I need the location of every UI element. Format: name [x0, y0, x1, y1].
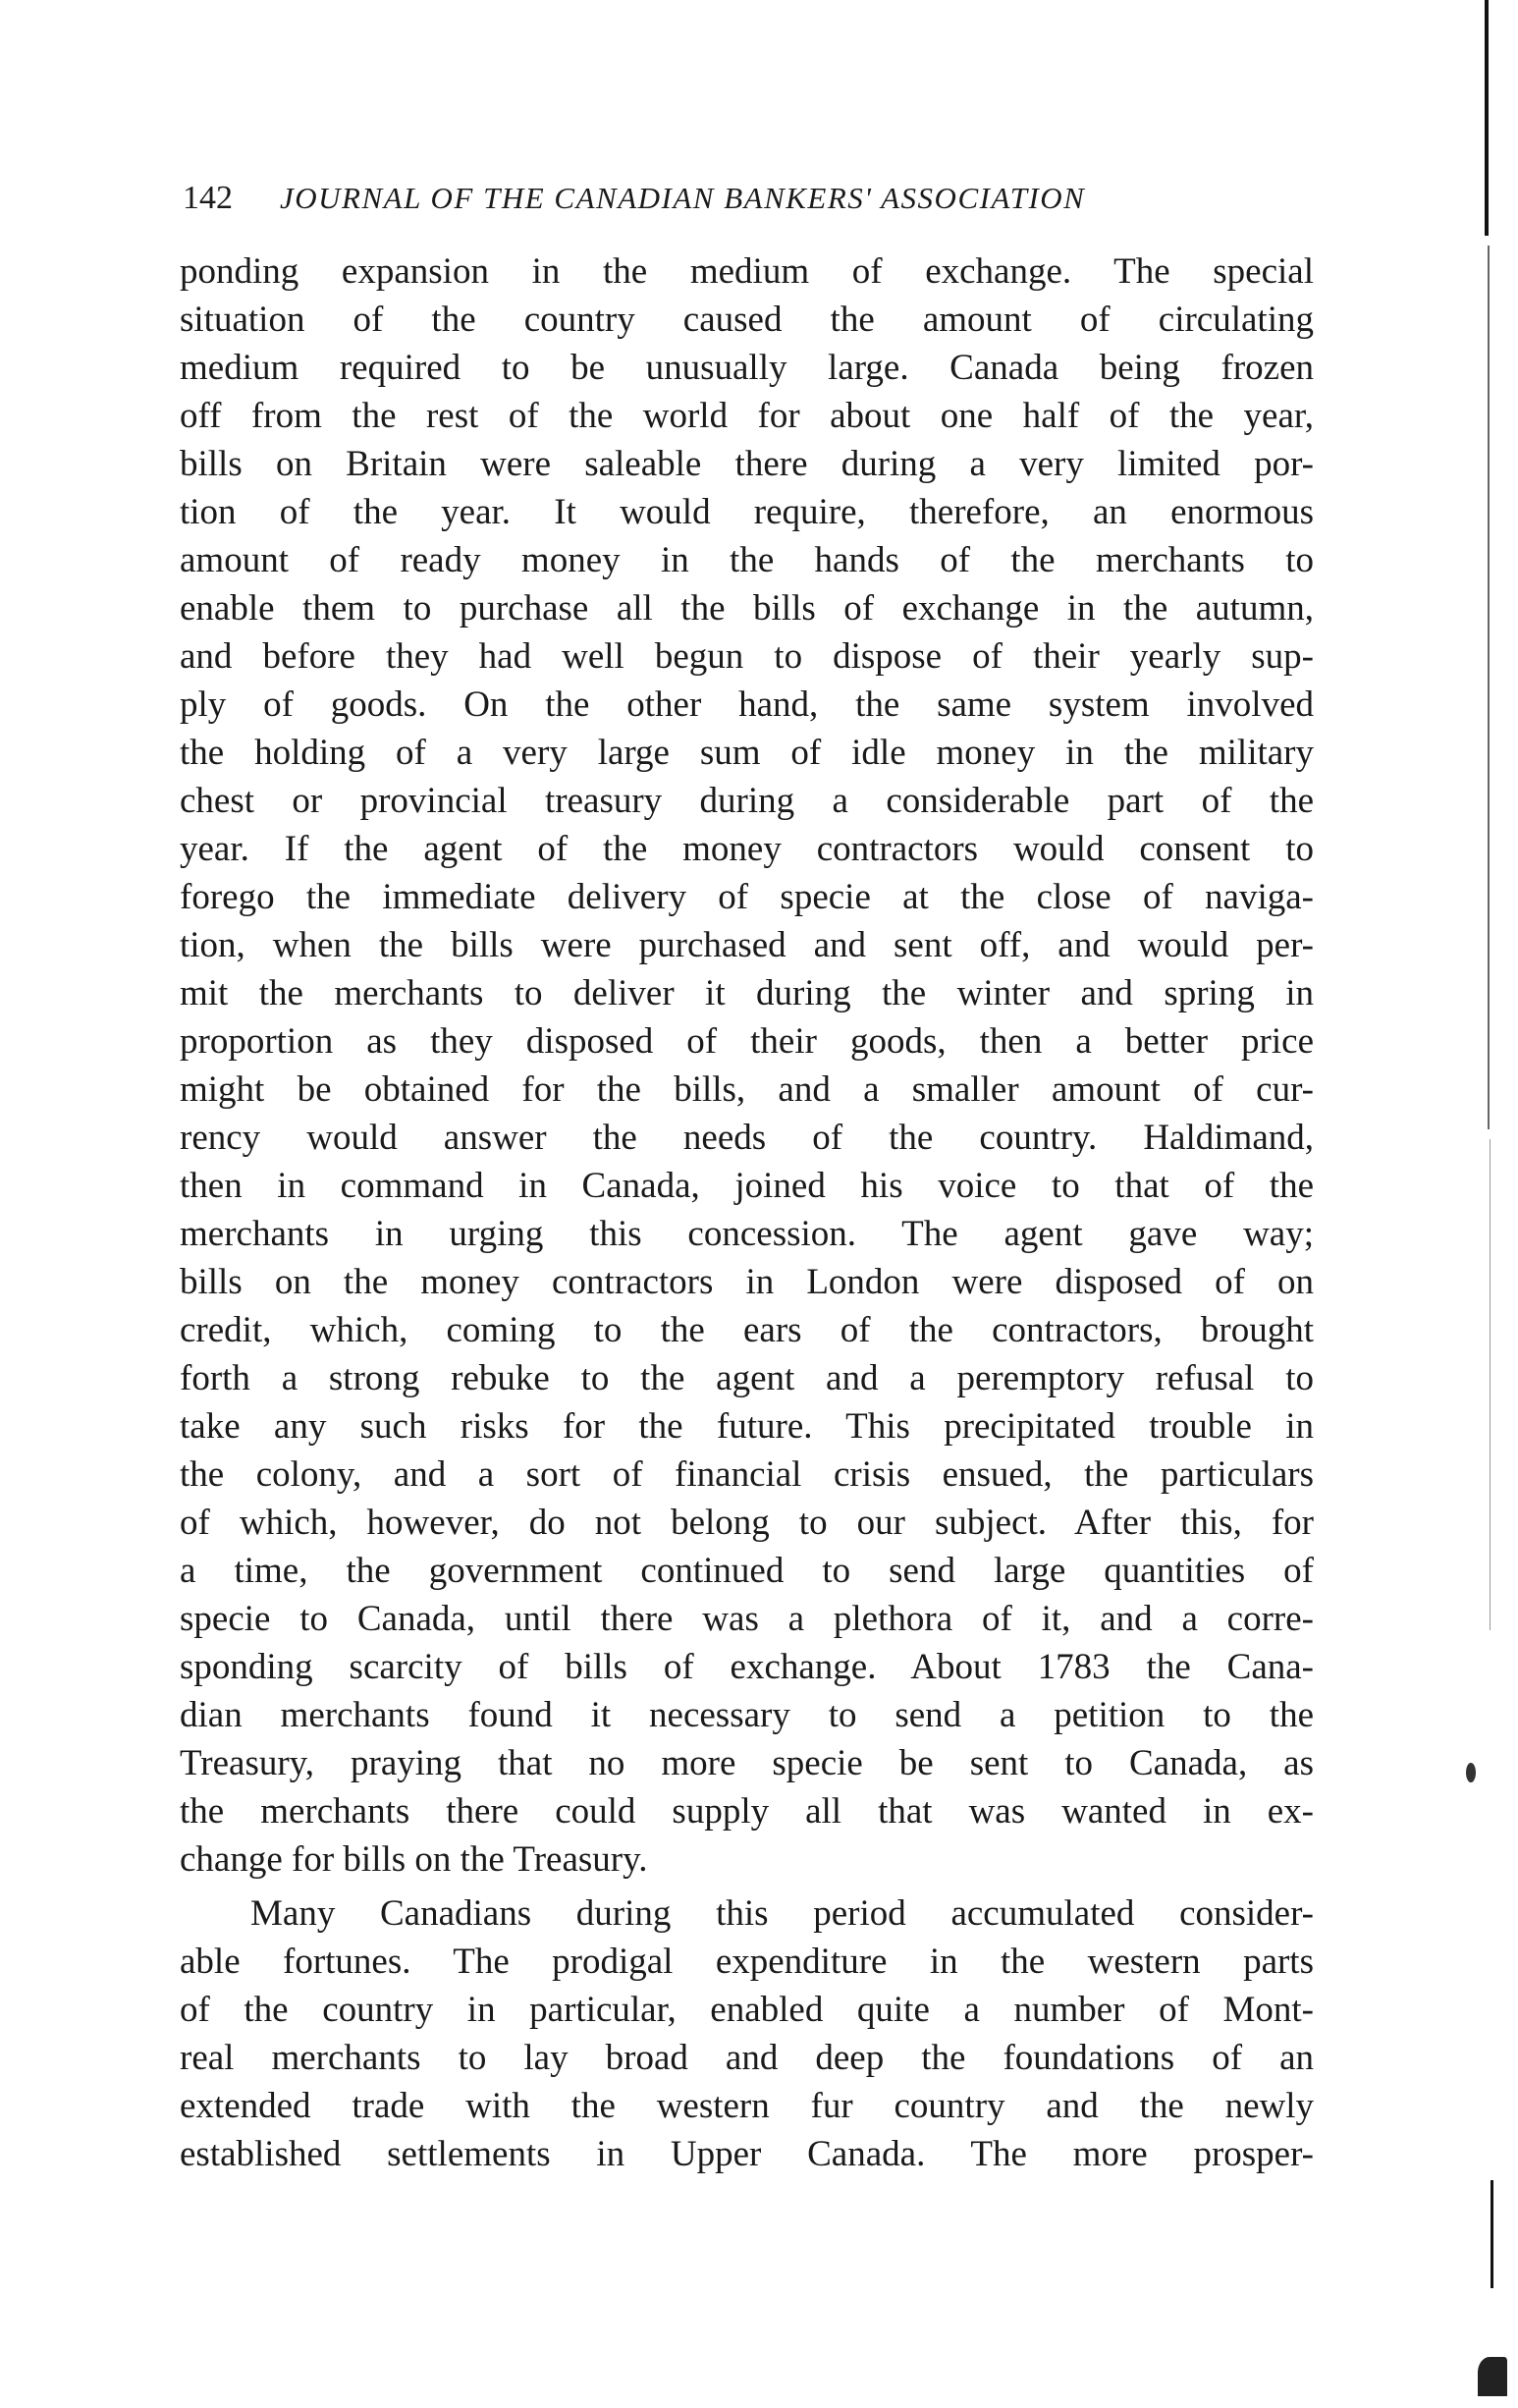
text-line: amount of ready money in the hands of the merchants to: [180, 540, 1314, 580]
text-line: merchants in urging this concession. The agent gave way;: [180, 1214, 1314, 1254]
text-line: the merchants there could supply all that was wanted in ex-: [180, 1791, 1314, 1832]
text-line: of the country in particular, enabled quite a number of Mont-: [180, 1990, 1314, 2030]
scan-edge-line: [1485, 0, 1489, 236]
text-line: medium required to be unusually large. Canada being frozen: [180, 348, 1314, 388]
text-line: established settlements in Upper Canada. The more prosper-: [180, 2134, 1314, 2174]
text-line: forego the immediate delivery of specie at the close of naviga-: [180, 877, 1314, 917]
text-line: might be obtained for the bills, and a smaller amount of cur-: [180, 1069, 1314, 1110]
text-line: tion, when the bills were purchased and sent off, and would per-: [180, 925, 1314, 965]
text-line: of which, however, do not belong to our subject. After this, for: [180, 1503, 1314, 1543]
text-line: sponding scarcity of bills of exchange. About 1783 the Cana-: [180, 1647, 1314, 1687]
text-line: Treasury, praying that no more specie be sent to Canada, as: [180, 1743, 1314, 1783]
journal-title: JOURNAL OF THE CANADIAN BANKERS' ASSOCIATION: [280, 181, 1086, 215]
scan-edge-line: [1490, 1139, 1491, 1630]
text-line: and before they had well begun to dispose of their yearly sup-: [180, 636, 1314, 677]
scan-speck: [1466, 1763, 1476, 1782]
text-line: dian merchants found it necessary to send a petition to the: [180, 1695, 1314, 1735]
text-line: Many Canadians during this period accumulated consider-: [250, 1893, 1314, 1934]
text-line: take any such risks for the future. This precipitated trouble in: [180, 1406, 1314, 1447]
running-head: [183, 180, 1312, 229]
text-line: bills on the money contractors in London were disposed of on: [180, 1262, 1314, 1302]
text-line: the colony, and a sort of financial crisis ensued, the particulars: [180, 1454, 1314, 1495]
text-line: ply of goods. On the other hand, the same system involved: [180, 684, 1314, 725]
text-line: able fortunes. The prodigal expenditure in the western parts: [180, 1942, 1314, 1982]
text-line: the holding of a very large sum of idle money in the military: [180, 733, 1314, 773]
text-line: forth a strong rebuke to the agent and a peremptory refusal to: [180, 1358, 1314, 1398]
text-line: ponding expansion in the medium of exchange. The special: [180, 251, 1314, 292]
body-text: [180, 247, 1314, 2178]
text-line: then in command in Canada, joined his voice to that of the: [180, 1166, 1314, 1206]
text-line: real merchants to lay broad and deep the foundations of an: [180, 2038, 1314, 2078]
paragraph-1: [180, 247, 1314, 1884]
text-line: tion of the year. It would require, therefore, an enormous: [180, 492, 1314, 532]
text-line: rency would answer the needs of the country. Haldimand,: [180, 1118, 1314, 1158]
scan-edge-line: [1491, 2180, 1493, 2288]
text-line: enable them to purchase all the bills of exchange in the autumn,: [180, 588, 1314, 629]
text-line: a time, the government continued to send large quantities of: [180, 1551, 1314, 1591]
text-line: specie to Canada, until there was a plethora of it, and a corre-: [180, 1599, 1314, 1639]
paragraph-2: [180, 1889, 1314, 2178]
text-line: year. If the agent of the money contractors would consent to: [180, 829, 1314, 869]
text-line: extended trade with the western fur country and the newly: [180, 2086, 1314, 2126]
text-line: off from the rest of the world for about one half of the year,: [180, 396, 1314, 436]
text-line: bills on Britain were saleable there during a very limited por-: [180, 444, 1314, 484]
text-line: credit, which, coming to the ears of the contractors, brought: [180, 1310, 1314, 1350]
text-line: mit the merchants to deliver it during the winter and spring in: [180, 973, 1314, 1013]
text-line: situation of the country caused the amount of circulating: [180, 300, 1314, 340]
scan-edge-line: [1488, 246, 1490, 1129]
text-line: change for bills on the Treasury.: [180, 1839, 648, 1880]
text-line: chest or provincial treasury during a considerable part of the: [180, 781, 1314, 821]
text-line: proportion as they disposed of their goods, then a better price: [180, 1021, 1314, 1062]
scan-speck: [1478, 2357, 1507, 2396]
page-number: 142: [183, 180, 233, 216]
